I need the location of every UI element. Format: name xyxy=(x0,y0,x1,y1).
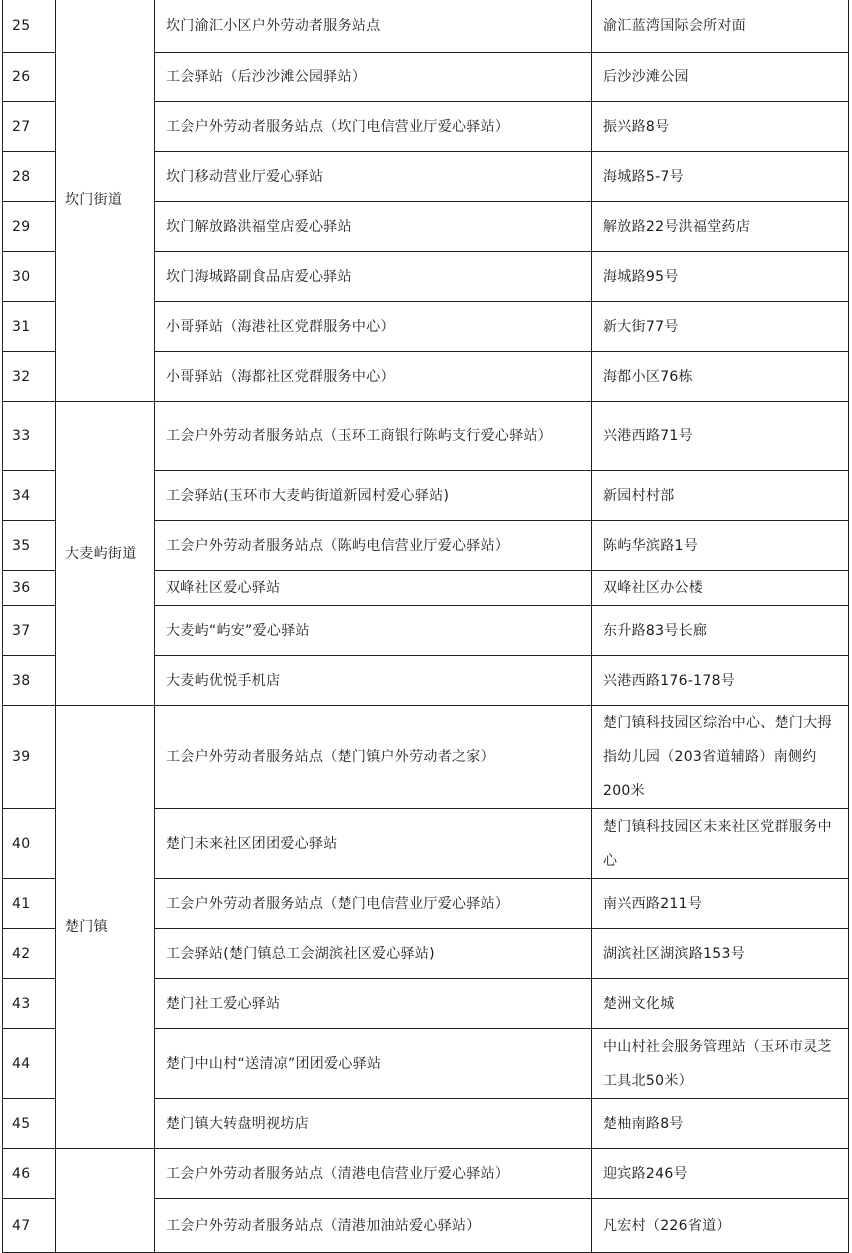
station-address: 东升路83号长廊 xyxy=(592,606,849,656)
row-number: 43 xyxy=(3,979,56,1029)
station-table xyxy=(2,0,849,1253)
station-address: 解放路22号洪福堂药店 xyxy=(592,202,849,252)
station-name: 工会驿站（后沙沙滩公园驿站） xyxy=(155,53,592,102)
station-address: 楚门镇科技园区综治中心、楚门大拇指幼儿园（203省道辅路）南侧约200米 xyxy=(592,706,849,809)
station-name: 楚门中山村“送清凉”团团爱心驿站 xyxy=(155,1029,592,1099)
row-number: 29 xyxy=(3,202,56,252)
station-name: 工会户外劳动者服务站点（楚门镇户外劳动者之家） xyxy=(155,706,592,809)
row-number: 37 xyxy=(3,606,56,656)
row-number: 35 xyxy=(3,521,56,571)
station-address: 双峰社区办公楼 xyxy=(592,571,849,606)
table-row xyxy=(3,402,849,471)
row-number: 33 xyxy=(3,402,56,471)
table-row xyxy=(3,706,849,809)
street-cell: 大麦屿街道 xyxy=(56,402,155,706)
station-address: 陈屿华滨路1号 xyxy=(592,521,849,571)
station-address: 新大街77号 xyxy=(592,302,849,352)
row-number: 28 xyxy=(3,152,56,202)
station-name: 双峰社区爱心驿站 xyxy=(155,571,592,606)
station-address: 湖滨社区湖滨路153号 xyxy=(592,929,849,979)
station-name: 大麦屿优悦手机店 xyxy=(155,656,592,706)
station-address: 凡宏村（226省道） xyxy=(592,1199,849,1253)
station-name: 坎门海城路副食品店爱心驿站 xyxy=(155,252,592,302)
row-number: 42 xyxy=(3,929,56,979)
station-name: 小哥驿站（海都社区党群服务中心） xyxy=(155,352,592,402)
station-name: 楚门镇大转盘明视坊店 xyxy=(155,1099,592,1149)
station-address: 楚洲文化城 xyxy=(592,979,849,1029)
street-cell: 楚门镇 xyxy=(56,706,155,1149)
row-number: 31 xyxy=(3,302,56,352)
row-number: 40 xyxy=(3,809,56,879)
row-number: 46 xyxy=(3,1149,56,1199)
station-name: 楚门社工爱心驿站 xyxy=(155,979,592,1029)
station-name: 小哥驿站（海港社区党群服务中心） xyxy=(155,302,592,352)
station-name: 工会户外劳动者服务站点（清港电信营业厅爱心驿站） xyxy=(155,1149,592,1199)
station-name: 工会户外劳动者服务站点（坎门电信营业厅爱心驿站） xyxy=(155,102,592,152)
station-name: 工会户外劳动者服务站点（清港加油站爱心驿站） xyxy=(155,1199,592,1253)
row-number: 30 xyxy=(3,252,56,302)
station-address: 振兴路8号 xyxy=(592,102,849,152)
row-number: 47 xyxy=(3,1199,56,1253)
row-number: 38 xyxy=(3,656,56,706)
station-address: 南兴西路211号 xyxy=(592,879,849,929)
row-number: 27 xyxy=(3,102,56,152)
row-number: 44 xyxy=(3,1029,56,1099)
station-address: 后沙沙滩公园 xyxy=(592,53,849,102)
station-name: 工会驿站(玉环市大麦屿街道新园村爱心驿站) xyxy=(155,471,592,521)
row-number: 25 xyxy=(3,0,56,53)
station-address: 中山村社会服务管理站（玉环市灵芝工具北50米） xyxy=(592,1029,849,1099)
station-address: 迎宾路246号 xyxy=(592,1149,849,1199)
station-address: 楚门镇科技园区未来社区党群服务中心 xyxy=(592,809,849,879)
station-address: 海都小区76栋 xyxy=(592,352,849,402)
station-address: 兴港西路71号 xyxy=(592,402,849,471)
station-name: 坎门解放路洪福堂店爱心驿站 xyxy=(155,202,592,252)
station-name: 坎门移动营业厅爱心驿站 xyxy=(155,152,592,202)
station-name: 坎门渝汇小区户外劳动者服务站点 xyxy=(155,0,592,53)
station-name: 工会驿站(楚门镇总工会湖滨社区爱心驿站) xyxy=(155,929,592,979)
table-row xyxy=(3,1149,849,1199)
row-number: 45 xyxy=(3,1099,56,1149)
station-address: 兴港西路176-178号 xyxy=(592,656,849,706)
station-address: 楚柚南路8号 xyxy=(592,1099,849,1149)
row-number: 32 xyxy=(3,352,56,402)
station-address: 新园村村部 xyxy=(592,471,849,521)
station-address: 渝汇蓝湾国际会所对面 xyxy=(592,0,849,53)
station-address: 海城路5-7号 xyxy=(592,152,849,202)
street-cell xyxy=(56,1149,155,1253)
station-name: 工会户外劳动者服务站点（陈屿电信营业厅爱心驿站） xyxy=(155,521,592,571)
row-number: 26 xyxy=(3,53,56,102)
row-number: 36 xyxy=(3,571,56,606)
street-cell: 坎门街道 xyxy=(56,0,155,402)
station-name: 大麦屿“屿安”爱心驿站 xyxy=(155,606,592,656)
row-number: 34 xyxy=(3,471,56,521)
table-row xyxy=(3,0,849,53)
station-name: 工会户外劳动者服务站点（玉环工商银行陈屿支行爱心驿站） xyxy=(155,402,592,471)
station-address: 海城路95号 xyxy=(592,252,849,302)
row-number: 39 xyxy=(3,706,56,809)
station-name: 楚门未来社区团团爱心驿站 xyxy=(155,809,592,879)
station-name: 工会户外劳动者服务站点（楚门电信营业厅爱心驿站） xyxy=(155,879,592,929)
row-number: 41 xyxy=(3,879,56,929)
